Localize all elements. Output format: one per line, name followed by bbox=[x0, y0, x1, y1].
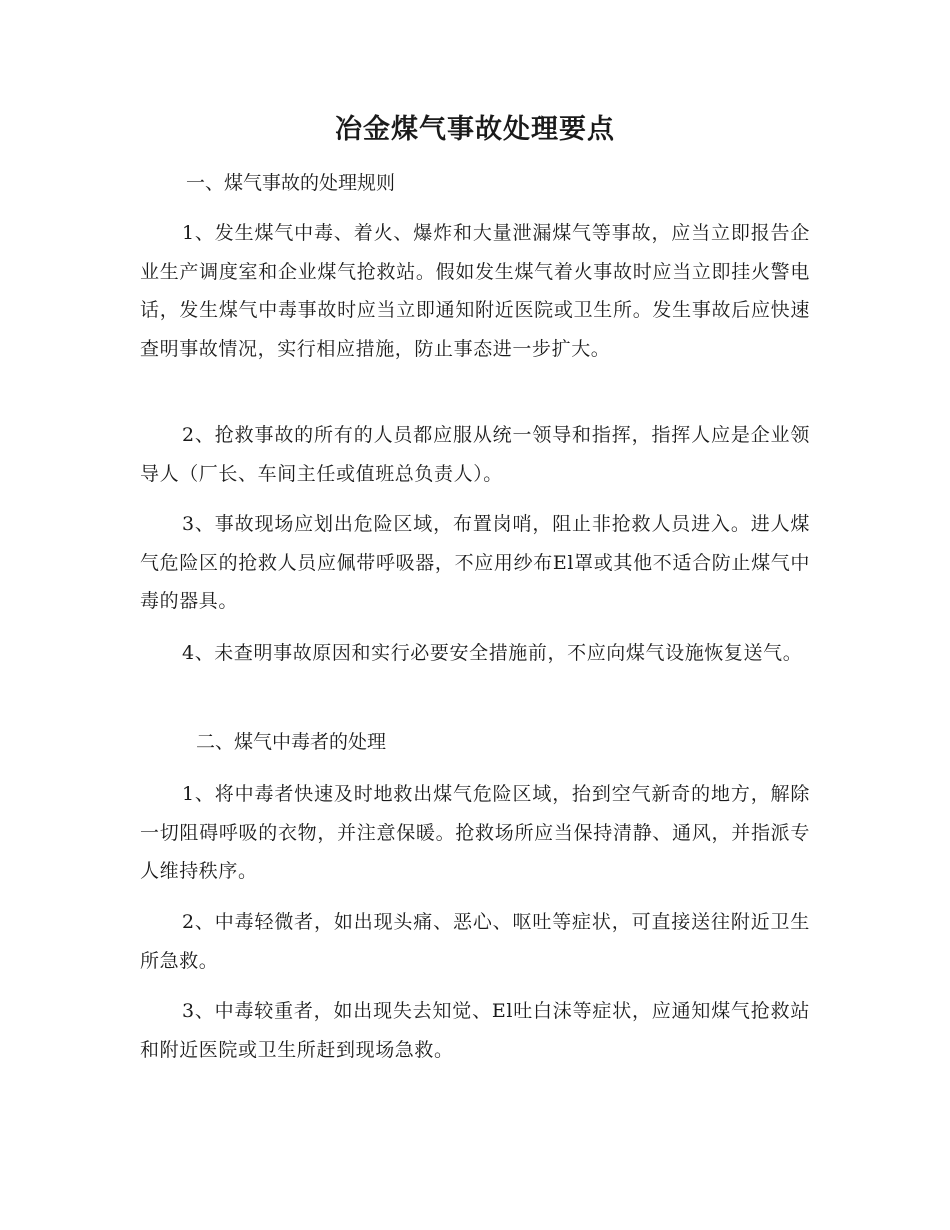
section-1-paragraph-4: 4、未查明事故原因和实行必要安全措施前，不应向煤气设施恢复送气。 bbox=[182, 642, 803, 664]
section-2-paragraph-2: 2、中毒轻微者，如出现头痛、恶心、呕吐等症状，可直接送往附近卫生所急救。 bbox=[140, 911, 810, 972]
document-title: 冶金煤气事故处理要点 bbox=[335, 114, 615, 145]
section-1-paragraph-1: 1、发生煤气中毒、着火、爆炸和大量泄漏煤气等事故，应当立即报告企业生产调度室和企业煤气抢救站。假如发生煤气着火事故时应当立即挂火警电话，发生煤气中毒事故时应当立即通知附近医院或卫生所。发生事故后应快速查明事故情况，实行相应措施，防止事态进一步扩大。 bbox=[140, 222, 810, 360]
section-heading-1: 一、煤气事故的处理规则 bbox=[186, 172, 396, 194]
section-1-paragraph-3: 3、事故现场应划出危险区域，布置岗哨，阻止非抢救人员进入。进人煤气危险区的抢救人员应佩带呼吸器，不应用纱布El罩或其他不适合防止煤气中毒的器具。 bbox=[140, 513, 810, 612]
section-2-paragraph-3: 3、中毒较重者，如出现失去知觉、El吐白沫等症状，应通知煤气抢救站和附近医院或卫生所赶到现场急救。 bbox=[140, 1000, 810, 1061]
section-heading-2: 二、煤气中毒者的处理 bbox=[196, 731, 387, 753]
section-2-paragraph-1: 1、将中毒者快速及时地救出煤气危险区域，抬到空气新奇的地方，解除一切阻碍呼吸的衣物，并注意保暖。抢救场所应当保持清静、通风，并指派专人维持秩序。 bbox=[140, 783, 810, 882]
section-1-paragraph-2: 2、抢救事故的所有的人员都应服从统一领导和指挥，指挥人应是企业领导人（厂长、车间主任或值班总负责人）。 bbox=[140, 424, 810, 485]
